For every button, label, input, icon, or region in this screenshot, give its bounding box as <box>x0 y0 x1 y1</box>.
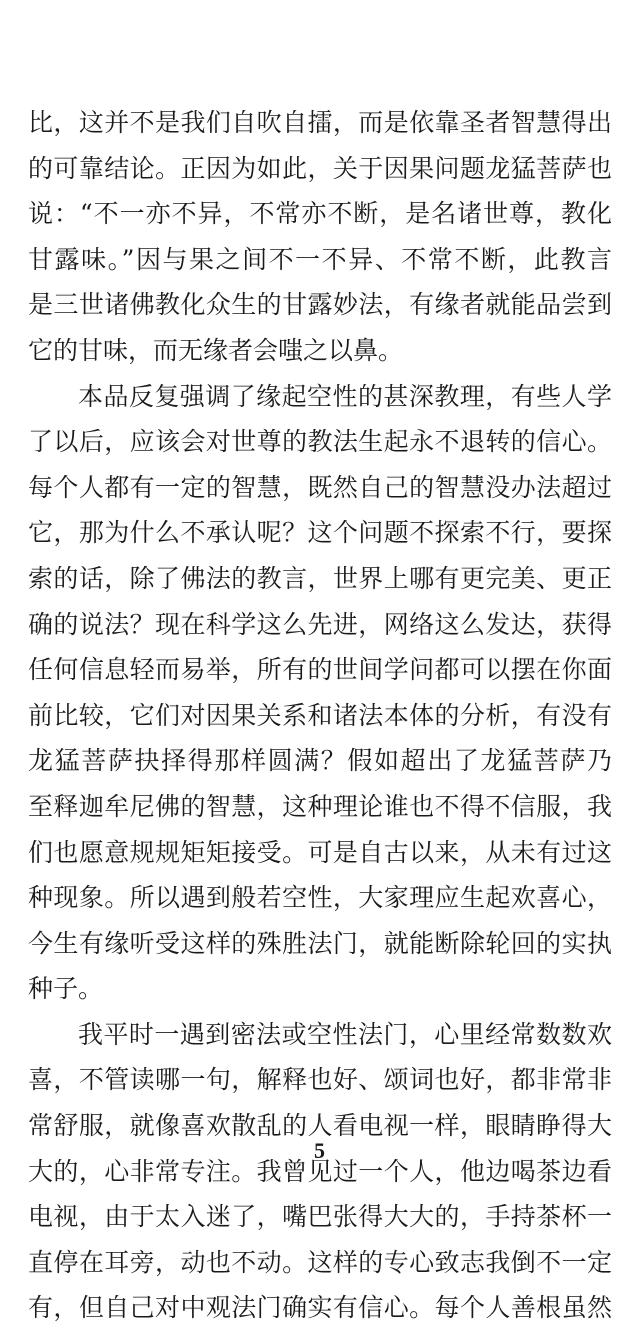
text-line: 大的，心非常专注。我曾见过一个人，他边喝茶边看 <box>28 1156 612 1186</box>
text-line: 甘露味。”因与果之间不一不异、不常不断，此教言 <box>28 244 612 274</box>
text-line: 比，这并不是我们自吹自擂，而是依靠圣者智慧得出 <box>28 108 612 137</box>
page-number: 5 <box>314 1138 325 1163</box>
text-line: 有，但自己对中观法门确实有信心。每个人善根虽然 <box>28 1293 612 1323</box>
text-line: 了以后，应该会对世尊的教法生起永不退转的信心。 <box>28 427 612 457</box>
text-line: 是三世诸佛教化众生的甘露妙法，有缘者就能品尝到 <box>28 290 612 320</box>
text-line: 前比较，它们对因果关系和诸法本体的分析，有没有 <box>28 700 612 730</box>
text-line: 确的说法？现在科学这么先进，网络这么发达，获得 <box>28 609 612 639</box>
text-line: 今生有缘听受这样的殊胜法门，就能断除轮回的实执 <box>28 928 612 958</box>
text-line: 种现象。所以遇到般若空性，大家理应生起欢喜心， <box>28 883 612 913</box>
text-line: 种子。 <box>28 974 104 1004</box>
text-line: 说：“不一亦不异，不常亦不断，是名诸世尊，教化 <box>28 199 612 229</box>
text-line: 每个人都有一定的智慧，既然自己的智慧没办法超过 <box>28 472 612 502</box>
text-line: 直停在耳旁，动也不动。这样的专心致志我倒不一定 <box>28 1247 612 1277</box>
text-line: 电视，由于太入迷了，嘴巴张得大大的，手持茶杯一 <box>28 1202 612 1232</box>
text-line: 们也愿意规规矩矩接受。可是自古以来，从未有过这 <box>28 837 612 867</box>
text-line: 它，那为什么不承认呢？这个问题不探索不行，要探 <box>28 518 612 548</box>
text-line: 任何信息轻而易举，所有的世间学问都可以摆在你面 <box>28 655 612 685</box>
text-line: 的可靠结论。正因为如此，关于因果问题龙猛菩萨也 <box>28 153 612 183</box>
text-line: 至释迦牟尼佛的智慧，这种理论谁也不得不信服，我 <box>28 791 612 821</box>
text-line: 索的话，除了佛法的教言，世界上哪有更完美、更正 <box>28 563 612 593</box>
text-line: 本品反复强调了缘起空性的甚深教理，有些人学 <box>78 381 612 411</box>
text-line: 它的甘味，而无缘者会嗤之以鼻。 <box>28 335 404 365</box>
text-line: 喜，不管读哪一句，解释也好、颂词也好，都非常非 <box>28 1065 612 1095</box>
text-line: 龙猛菩萨抉择得那样圆满？假如超出了龙猛菩萨乃 <box>28 746 612 776</box>
text-line: 常舒服，就像喜欢散乱的人看电视一样，眼睛睁得大 <box>28 1111 612 1141</box>
text-line: 我平时一遇到密法或空性法门，心里经常数数欢 <box>78 1019 612 1049</box>
